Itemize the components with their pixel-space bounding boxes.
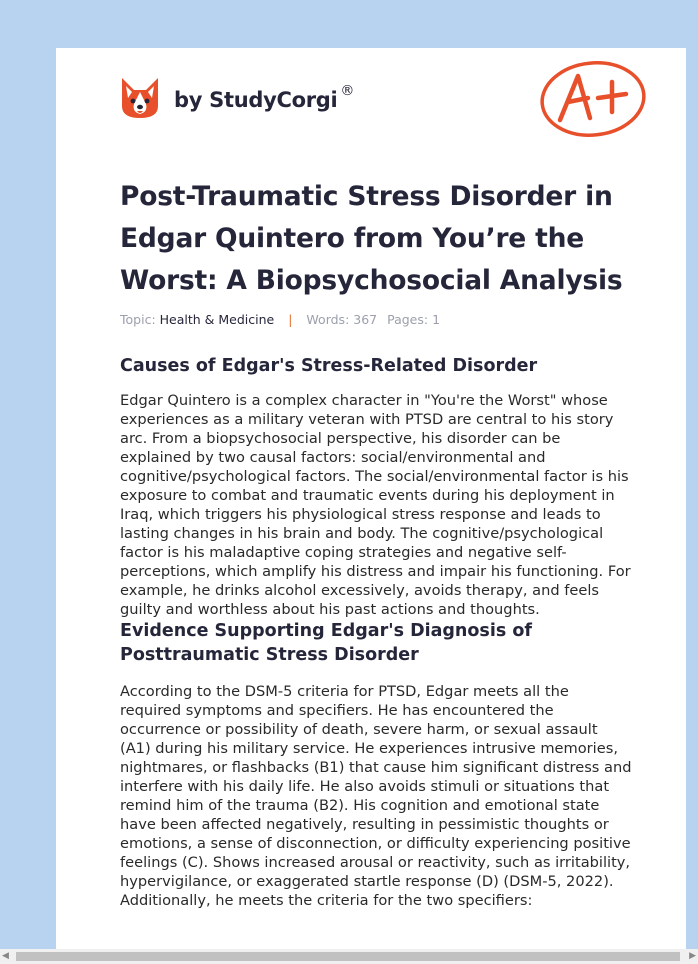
corgi-icon bbox=[120, 76, 160, 120]
document-page bbox=[56, 48, 686, 964]
studycorgi-logo[interactable] bbox=[120, 76, 354, 120]
grade-a-plus-badge bbox=[538, 58, 648, 144]
section-paragraph-causes: Edgar Quintero is a complex character in "You're the Worst" whose experiences as a military veteran with PTSD are central to his story arc. From a biopsychosocial perspective, his disorder can be explained by two causal factors: social/environmental and cognitive/psychological factors. The social/environmental factor is his exposure to combat and traumatic events during his deployment in Iraq, which triggers his physiological stress response and leads to lasting changes in his brain and body. The cognitive/psychological factor is his maladaptive coping strategies and negative self-perceptions, which amplify his distress and impair his functioning. For example, he drinks alcohol excessively, avoids therapy, and feels guilty and worthless about his past actions and thoughts. bbox=[120, 392, 631, 618]
horizontal-scrollbar[interactable] bbox=[0, 949, 698, 964]
pages-label: Pages: bbox=[387, 312, 429, 327]
section-heading-causes: Causes of Edgar's Stress-Related Disorder bbox=[120, 356, 538, 376]
article-title: Post-Traumatic Stress Disorder in Edgar Quintero from You’re the Worst: A Biopsychosocial Analysis bbox=[120, 181, 623, 296]
article-meta bbox=[120, 312, 440, 327]
registered-mark: ® bbox=[340, 82, 355, 99]
brand-name: by StudyCorgi ® bbox=[174, 82, 355, 112]
section-paragraph-evidence: According to the DSM-5 criteria for PTSD, Edgar meets all the required symptoms and specifiers. He has encountered the occurrence or possibility of death, severe harm, or sexual assault (A1) during his military service. He experiences intrusive memories, nightmares, or flashbacks (B1) that cause him significant distress and interfere with his daily life. He also avoids stimuli or situations that remind him of the trauma (B2). His cognition and emotional state have been affected negatively, resulting in pessimistic thoughts or emotions, a sense of disconnection, or difficulty experiencing positive feelings (C). Shows increased arousal or reactivity, such as irritability, hypervigilance, or exaggerated startle response (D) (DSM-5, 2022). Additionally, he meets the criteria for the two specifiers: bbox=[120, 683, 632, 909]
words-label: Words: bbox=[306, 312, 350, 327]
topic-link[interactable]: Health & Medicine bbox=[159, 312, 275, 327]
a-plus-icon bbox=[538, 58, 648, 140]
pages-value: 1 bbox=[432, 312, 441, 327]
topic-label: Topic: bbox=[120, 312, 156, 327]
section-heading-evidence: Evidence Supporting Edgar's Diagnosis of Posttraumatic Stress Disorder bbox=[120, 621, 532, 665]
article-body bbox=[120, 354, 632, 910]
scroll-left-icon[interactable]: ◀ bbox=[2, 951, 9, 961]
words-value: 367 bbox=[353, 312, 378, 327]
scrollbar-thumb[interactable] bbox=[16, 952, 680, 961]
meta-separator: | bbox=[288, 312, 293, 327]
scroll-right-icon[interactable]: ▶ bbox=[689, 951, 696, 961]
